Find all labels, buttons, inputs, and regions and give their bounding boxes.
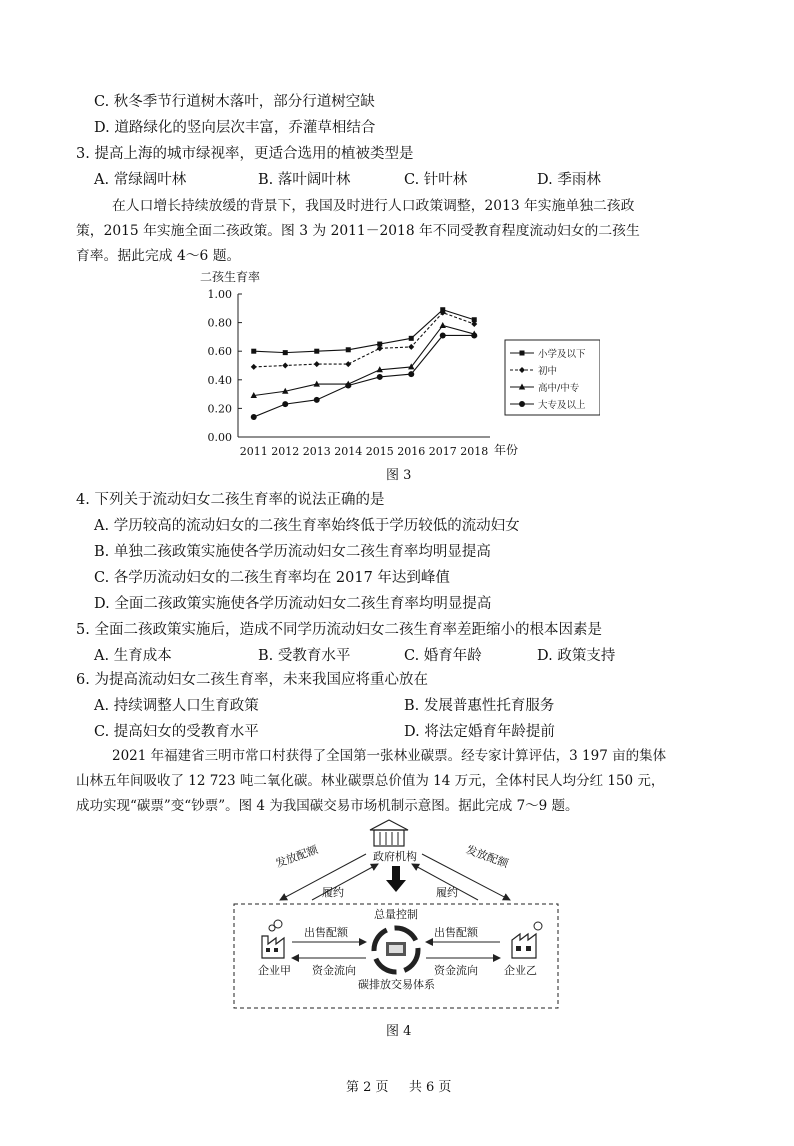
right-comply-label: 履约 — [436, 886, 458, 899]
figure-4-diagram — [228, 818, 568, 1018]
legend-label: 大专及以上 — [538, 400, 586, 411]
passage-1-line-1: 在人口增长持续放缓的背景下，我国及时进行人口政策调整，2013 年实施单独二孩政 — [112, 198, 635, 214]
x-tick-label: 2016 — [397, 445, 426, 458]
data-point — [409, 336, 414, 341]
x-tick-label: 2011 — [239, 445, 268, 458]
data-point — [282, 363, 288, 369]
q6-option-d: D. 将法定婚育年龄提前 — [404, 724, 555, 740]
q2-option-d: D. 道路绿化的竖向层次丰富，乔灌草相结合 — [94, 120, 376, 136]
legend-label: 初中 — [538, 366, 558, 377]
money-flow-left-label: 资金流向 — [312, 964, 356, 977]
data-point — [346, 347, 351, 352]
government-building-icon — [370, 820, 408, 846]
data-point — [408, 371, 414, 377]
q4-option-d: D. 全面二孩政策实施使各学历流动妇女二孩生育率均明显提高 — [94, 596, 492, 612]
trading-system-label: 碳排放交易体系 — [358, 978, 435, 991]
x-tick-label: 2012 — [271, 445, 300, 458]
sell-quota-right-label: 出售配额 — [434, 926, 478, 939]
footer-page — [346, 1078, 451, 1098]
question-4: 4. 下列关于流动妇女二孩生育率的说法正确的是 — [76, 492, 385, 508]
data-point — [471, 332, 477, 338]
x-axis-label: 年份 — [494, 443, 519, 457]
q3-option-b: B. 落叶阔叶林 — [258, 172, 351, 188]
y-tick-label: 0.80 — [207, 316, 232, 330]
q3-option-c: C. 针叶林 — [404, 172, 468, 188]
data-point — [440, 322, 446, 328]
data-point — [377, 374, 383, 380]
figure-3-chart — [180, 264, 600, 464]
q5-option-d: D. 政策支持 — [537, 648, 616, 664]
data-point — [283, 350, 288, 355]
total-control-label: 总量控制 — [374, 908, 418, 921]
q3-option-d: D. 季雨林 — [537, 172, 601, 188]
question-6: 6. 为提高流动妇女二孩生育率，未来我国应将重心放在 — [76, 672, 428, 688]
left-comply-label: 履约 — [322, 886, 344, 899]
footer-page-total: 共 6 页 — [408, 1080, 452, 1095]
q3-option-a: A. 常绿阔叶林 — [94, 172, 187, 188]
x-tick-label: 2017 — [428, 445, 457, 458]
legend-label: 高中/中专 — [538, 383, 580, 394]
passage-2-line-1: 2021 年福建省三明市常口村获得了全国第一张林业碳票。经专家计算评估，3 197 亩的集体 — [112, 748, 667, 764]
data-point — [251, 349, 256, 354]
series-line — [254, 310, 475, 353]
company-a-label: 企业甲 — [258, 964, 291, 977]
data-point — [251, 414, 257, 420]
q5-option-a: A. 生育成本 — [94, 648, 172, 664]
passage-1-line-2: 策，2015 年实施全面二孩政策。图 3 为 2011－2018 年不同受教育程度流动妇女的二孩生 — [76, 223, 640, 239]
x-tick-label: 2014 — [334, 445, 363, 458]
legend-marker — [520, 351, 525, 356]
y-tick-label: 0.40 — [207, 373, 232, 387]
legend-label: 小学及以下 — [538, 349, 586, 360]
q4-option-a: A. 学历较高的流动妇女的二孩生育率始终低于学历较低的流动妇女 — [94, 518, 520, 534]
question-3: 3. 提高上海的城市绿视率，更适合选用的植被类型是 — [76, 146, 414, 162]
data-point — [440, 332, 446, 338]
y-tick-label: 0.20 — [207, 402, 232, 416]
down-arrow-icon — [386, 866, 406, 892]
right-distribute-label: 发放配额 — [464, 843, 511, 871]
x-tick-label: 2018 — [460, 445, 489, 458]
company-b-label: 企业乙 — [504, 964, 537, 977]
data-point — [314, 361, 320, 367]
data-point — [251, 364, 257, 370]
passage-2-line-2: 山林五年间吸收了 12 723 吨二氧化碳。林业碳票总价值为 14 万元，全体村民人均分红 150 元， — [76, 773, 665, 789]
factory-b-icon — [512, 922, 542, 958]
passage-1-line-3: 育率。据此完成 4～6 题。 — [76, 248, 241, 264]
series-line — [254, 313, 475, 367]
data-point — [408, 344, 414, 350]
x-tick-label: 2015 — [365, 445, 394, 458]
q4-option-b: B. 单独二孩政策实施使各学历流动妇女二孩生育率均明显提高 — [94, 544, 491, 560]
y-tick-label: 0.60 — [207, 345, 232, 359]
passage-2-line-3: 成功实现“碳票”变“钞票”。图 4 为我国碳交易市场机制示意图。据此完成 7～9 题。 — [76, 798, 579, 814]
data-point — [345, 383, 351, 389]
question-5: 5. 全面二孩政策实施后，造成不同学历流动妇女二孩生育率差距缩小的根本因素是 — [76, 622, 602, 638]
q6-option-c: C. 提高妇女的受教育水平 — [94, 724, 259, 740]
q6-option-a: A. 持续调整人口生育政策 — [94, 698, 259, 714]
series-大专及以上 — [251, 332, 478, 420]
q2-option-c: C. 秋冬季节行道树木落叶，部分行道树空缺 — [94, 94, 375, 110]
footer-page-number: 第 2 页 — [346, 1080, 389, 1095]
data-point — [282, 401, 288, 407]
sell-quota-left-label: 出售配额 — [304, 926, 348, 939]
q4-option-c: C. 各学历流动妇女的二孩生育率均在 2017 年达到峰值 — [94, 570, 450, 586]
factory-a-icon — [262, 920, 284, 958]
q6-option-b: B. 发展普惠性托育服务 — [404, 698, 555, 714]
x-tick-label: 2013 — [302, 445, 331, 458]
government-label: 政府机构 — [373, 850, 417, 863]
q5-option-b: B. 受教育水平 — [258, 648, 351, 664]
left-distribute-label: 发放配额 — [273, 843, 320, 871]
data-point — [314, 397, 320, 403]
data-point — [314, 349, 319, 354]
y-tick-label: 0.00 — [207, 431, 232, 444]
series-初中 — [251, 310, 478, 370]
exchange-cycle-icon — [374, 928, 418, 972]
q5-option-c: C. 婚育年龄 — [404, 648, 482, 664]
money-flow-right-label: 资金流向 — [434, 964, 478, 977]
y-axis-label: 二孩生育率 — [200, 270, 261, 284]
figure-3-caption: 图 3 — [386, 468, 412, 483]
legend-marker — [519, 401, 525, 407]
y-tick-label: 1.00 — [207, 288, 232, 301]
data-point — [345, 361, 351, 367]
figure-4-caption: 图 4 — [386, 1024, 412, 1039]
